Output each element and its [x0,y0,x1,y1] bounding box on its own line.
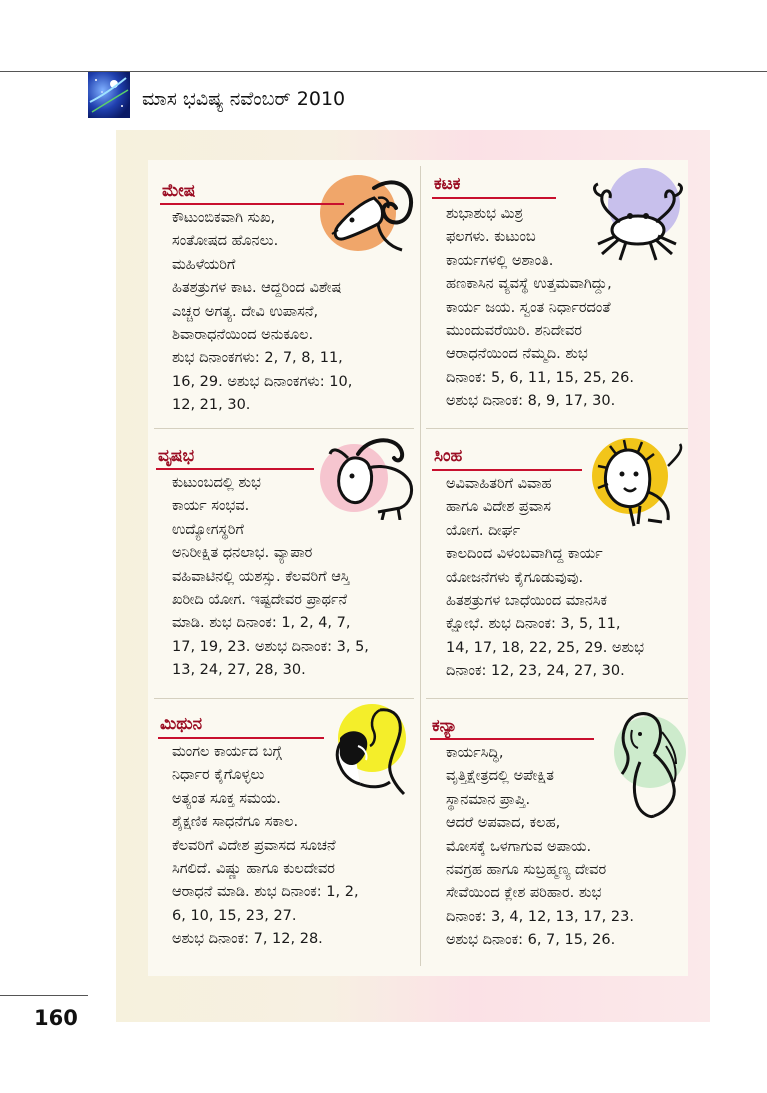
prediction-line: ಹಿತಶತ್ರುಗಳ ಬಾಧೆಯಿಂದ ಮಾನಸಿಕ [446,593,607,610]
prediction-line: ಕ್ಷೋಭೆ. ಶುಭ ದಿನಾಂಕ: 3, 5, 11, [446,616,621,633]
prediction-line: ಯೋಜನೆಗಳು ಕೈಗೂಡುವುವು. [446,569,584,586]
prediction-line: ದಿನಾಂಕ: 3, 4, 12, 13, 17, 23. [446,908,634,925]
prediction-line: ಅವಿವಾಹಿತರಿಗೆ ವಿವಾಹ [446,476,552,492]
sign-prediction [446,473,644,684]
column-divider [420,166,421,966]
prediction-line: ಅಶುಭ ದಿನಾಂಕ: 6, 7, 15, 26. [446,932,616,949]
prediction-line: ಮಾಡಿ. ಶುಭ ದಿನಾಂಕ: 1, 2, 4, 7, [172,615,351,632]
sign-title: ಕಟಕ [434,174,461,194]
prediction-line: ಕಾರ್ಯಸಿದ್ಧಿ, [446,745,504,761]
row-divider [154,428,414,429]
prediction-line: ಅತ್ಯಂತ ಸೂಕ್ತ ಸಮಯ. [172,790,281,807]
sign-title: ಕನ್ಯಾ [432,716,458,736]
prediction-line: ಶುಭಾಶುಭ ಮಿಶ್ರ [446,206,524,222]
prediction-line: ಆರಾಧನೆಯಿಂದ ನೆಮ್ಮದಿ. ಶುಭ [446,346,588,363]
prediction-line: ನವಗ್ರಹ ಹಾಗೂ ಸುಬ್ರಹ್ಮಣ್ಯ ದೇವರ [446,862,607,879]
row-divider [154,698,414,699]
prediction-line: ವೃತ್ತಿಕ್ಷೇತ್ರದಲ್ಲಿ ಅಪೇಕ್ಷಿತ [446,768,554,785]
prediction-line: ಆದರೆ ಅಪವಾದ, ಕಲಹ, [446,815,561,832]
prediction-line: ಹಿತಶತ್ರುಗಳ ಕಾಟ. ಆದ್ದರಿಂದ ವಿಶೇಷ [172,280,342,297]
prediction-line: ಆರಾಧನೆ ಮಾಡಿ. ಶುಭ ದಿನಾಂಕ: 1, 2, [172,884,359,901]
sign-prediction [446,742,634,953]
prediction-line: 6, 10, 15, 23, 27. [172,907,297,924]
prediction-line: ಹಾಗೂ ವಿದೇಶ ಪ್ರವಾಸ [446,499,551,516]
prediction-line: ಸಂತೋಷದ ಹೊನಲು. [172,233,279,250]
prediction-line: ಉದ್ಯೋಗಸ್ಥರಿಗೆ [172,521,244,538]
page-number: 160 [34,1006,78,1030]
sign-title: ಮೇಷ [162,181,196,201]
prediction-line: ಹಣಕಾಸಿನ ವ್ಯವಸ್ಥೆ ಉತ್ತಮವಾಗಿದ್ದು, [446,276,612,293]
sign-prediction [172,207,352,418]
prediction-line: ಸೇವೆಯಿಂದ ಕ್ಲೇಶ ಪರಿಹಾರ. ಶುಭ [446,885,602,902]
title-underline [432,197,556,199]
prediction-line: ಖರೀದಿ ಯೋಗ. ಇಷ್ಟದೇವರ ಪ್ರಾರ್ಥನೆ [172,592,348,609]
page-title: ಮಾಸ ಭವಿಷ್ಯ ನವೆಂಬರ್ 2010 [142,88,346,110]
magazine-logo-icon [88,72,130,118]
prediction-line: ಕಾರ್ಯಗಳಲ್ಲಿ ಅಶಾಂತಿ. [446,252,554,269]
prediction-line: ವಹಿವಾಟಿನಲ್ಲಿ ಯಶಸ್ಸು. ಕೆಲವರಿಗೆ ಆಸ್ತಿ [172,568,350,585]
prediction-line: ಅಶುಭ ದಿನಾಂಕ: 8, 9, 17, 30. [446,393,616,410]
sign-title: ವೃಷಭ [158,446,195,466]
title-underline [156,468,314,470]
sign-title: ಸಿಂಹ [434,446,463,466]
title-underline [432,469,582,471]
prediction-line: 12, 21, 30. [172,397,251,414]
prediction-line: ಸ್ಥಾನಮಾನ ಪ್ರಾಪ್ತಿ. [446,791,531,808]
prediction-line: ಸಿಗಲಿದೆ. ವಿಷ್ಣು ಹಾಗೂ ಕುಲದೇವರ [172,861,335,878]
prediction-line: ಫಲಗಳು. ಕುಟುಂಬ [446,229,536,246]
row-divider [426,428,688,429]
prediction-line: ಶೈಕ್ಷಣಿಕ ಸಾಧನೆಗೂ ಸಕಾಲ. [172,814,299,831]
prediction-line: ಅನಿರೀಕ್ಷಿತ ಧನಲಾಭ. ವ್ಯಾಪಾರ [172,545,313,562]
title-underline [430,738,594,740]
prediction-line: ಮಂಗಲ ಕಾರ್ಯದ ಬಗ್ಗೆ [172,744,282,760]
prediction-line: ಶುಭ ದಿನಾಂಕಗಳು: 2, 7, 8, 11, [172,350,343,367]
sign-prediction [172,472,369,683]
prediction-line: 17, 19, 23. ಅಶುಭ ದಿನಾಂಕ: 3, 5, [172,638,369,655]
prediction-line: ಕೌಟುಂಬಿಕವಾಗಿ ಸುಖ, [172,210,276,226]
prediction-line: ಕಾಲದಿಂದ ವಿಳಂಬವಾಗಿದ್ದ ಕಾರ್ಯ [446,546,603,563]
sign-prediction [446,203,634,414]
bottom-rule [0,995,88,996]
row-divider [426,698,688,699]
prediction-line: ಮುಂದುವರೆಯಿರಿ. ಶನಿದೇವರ [446,323,582,340]
title-underline [160,203,344,205]
prediction-line: ನಿರ್ಧಾರ ಕೈಗೊಳ್ಳಲು [172,767,265,784]
prediction-line: ಕೆಲವರಿಗೆ ವಿದೇಶ ಪ್ರವಾಸದ ಸೂಚನೆ [172,837,336,854]
prediction-line: ಎಚ್ಚರ ಅಗತ್ಯ. ದೇವಿ ಉಪಾಸನೆ, [172,303,319,320]
prediction-line: 16, 29. ಅಶುಭ ದಿನಾಂಕಗಳು: 10, [172,373,353,390]
prediction-line: ಅಶುಭ ದಿನಾಂಕ: 7, 12, 28. [172,931,323,948]
sign-title: ಮಿಥುನ [160,714,203,734]
prediction-line: 14, 17, 18, 22, 25, 29. ಅಶುಭ [446,639,645,656]
title-underline [158,737,324,739]
prediction-line: ಶಿವಾರಾಧನೆಯಿಂದ ಅನುಕೂಲ. [172,327,314,344]
prediction-line: ಮೋಸಕ್ಕೆ ಒಳಗಾಗುವ ಅಪಾಯ. [446,838,592,855]
prediction-line: 13, 24, 27, 28, 30. [172,662,306,679]
prediction-line: ಕಾರ್ಯ ಜಯ. ಸ್ವಂತ ನಿರ್ಧಾರದಂತೆ [446,299,611,316]
sign-prediction [172,741,359,952]
prediction-line: ಮಹಿಳೆಯರಿಗೆ [172,256,236,273]
prediction-line: ದಿನಾಂಕ: 12, 23, 24, 27, 30. [446,663,625,680]
prediction-line: ಕುಟುಂಬದಲ್ಲಿ ಶುಭ [172,475,261,491]
prediction-line: ಕಾರ್ಯ ಸಂಭವ. [172,498,250,515]
prediction-line: ದಿನಾಂಕ: 5, 6, 11, 15, 25, 26. [446,369,634,386]
prediction-line: ಯೋಗ. ದೀರ್ಘ [446,522,521,539]
